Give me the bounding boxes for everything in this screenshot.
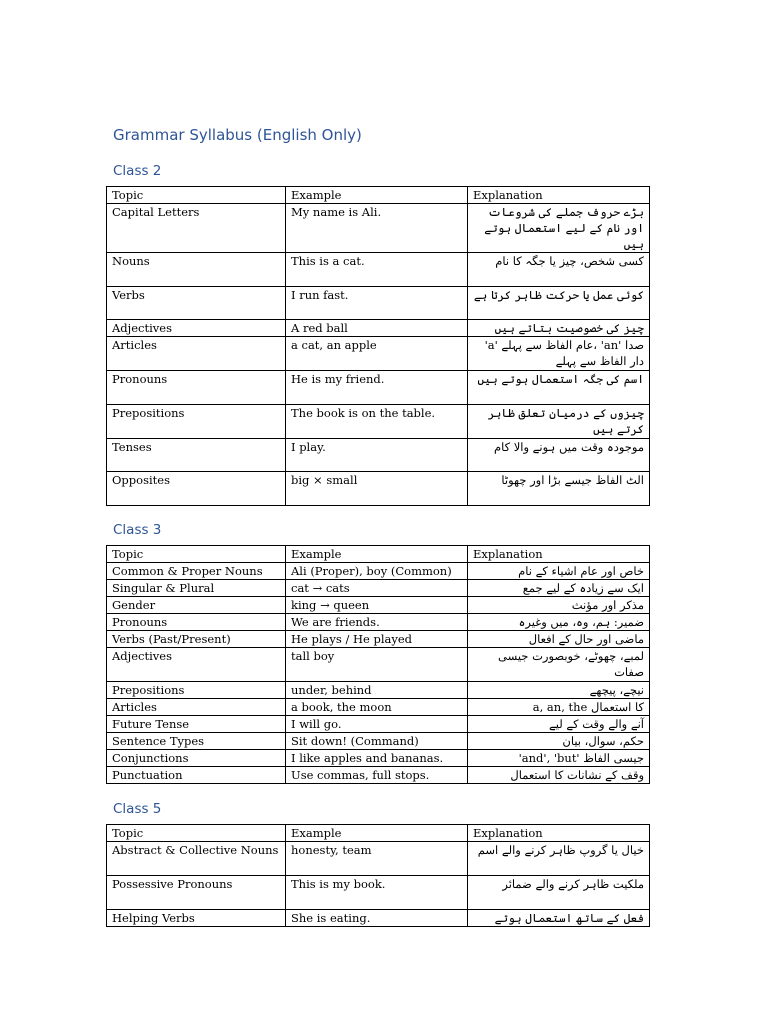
example-cell: A red ball xyxy=(286,320,468,337)
example-cell: We are friends. xyxy=(286,614,468,631)
topic-cell: Prepositions xyxy=(107,682,286,699)
explanation-cell: کسی شخص، چیز یا جگہ کا نام xyxy=(468,253,650,287)
topic-cell: Common & Proper Nouns xyxy=(107,563,286,580)
topic-cell: Nouns xyxy=(107,253,286,287)
topic-cell: Capital Letters xyxy=(107,204,286,253)
topic-cell: Pronouns xyxy=(107,371,286,405)
example-cell: king → queen xyxy=(286,597,468,614)
table-row xyxy=(107,580,650,597)
explanation-cell: بڑے حروف جملے کی شروعات اور نام کے لیے استعمال ہوتے ہیں xyxy=(468,204,650,253)
table-header-row xyxy=(107,825,650,842)
table-row xyxy=(107,320,650,337)
header-topic: Topic xyxy=(107,825,286,842)
table-row xyxy=(107,371,650,405)
table-row xyxy=(107,439,650,472)
header-explanation: Explanation xyxy=(468,825,650,842)
table-row xyxy=(107,253,650,287)
explanation-cell: خاص اور عام اشیاء کے نام xyxy=(468,563,650,580)
header-topic: Topic xyxy=(107,546,286,563)
explanation-cell: مذکر اور مؤنث xyxy=(468,597,650,614)
header-topic: Topic xyxy=(107,187,286,204)
example-cell: My name is Ali. xyxy=(286,204,468,253)
topic-cell: Punctuation xyxy=(107,767,286,784)
topic-cell: Helping Verbs xyxy=(107,910,286,927)
explanation-cell: کوئی عمل یا حرکت ظاہر کرتا ہے xyxy=(468,287,650,320)
table-row xyxy=(107,204,650,253)
explanation-cell: ایک سے زیادہ کے لیے جمع xyxy=(468,580,650,597)
class-3-table xyxy=(106,545,650,784)
example-cell: This is a cat. xyxy=(286,253,468,287)
table-row xyxy=(107,699,650,716)
example-cell: a cat, an apple xyxy=(286,337,468,371)
table-row xyxy=(107,842,650,876)
topic-cell: Gender xyxy=(107,597,286,614)
example-cell: Ali (Proper), boy (Common) xyxy=(286,563,468,580)
explanation-cell: 'and', 'but' جیسی الفاظ xyxy=(468,750,650,767)
explanation-cell: فعل کے ساتھ استعمال ہوتے xyxy=(468,910,650,927)
explanation-cell: وقف کے نشانات کا استعمال xyxy=(468,767,650,784)
explanation-cell: ضمیر: ہم، وہ، میں وغیرہ xyxy=(468,614,650,631)
table-header-row xyxy=(107,546,650,563)
table-row xyxy=(107,597,650,614)
table-row xyxy=(107,682,650,699)
header-explanation: Explanation xyxy=(468,187,650,204)
explanation-cell: چیز کی خصوصیت بتاتے ہیں xyxy=(468,320,650,337)
explanation-cell: خیال یا گروپ ظاہر کرنے والے اسم xyxy=(468,842,650,876)
topic-cell: Singular & Plural xyxy=(107,580,286,597)
topic-cell: Adjectives xyxy=(107,648,286,682)
explanation-cell: الٹ الفاظ جیسے بڑا اور چھوٹا xyxy=(468,472,650,506)
example-cell: This is my book. xyxy=(286,876,468,910)
table-row xyxy=(107,648,650,682)
topic-cell: Possessive Pronouns xyxy=(107,876,286,910)
explanation-cell: موجودہ وقت میں ہونے والا کام xyxy=(468,439,650,472)
table-row xyxy=(107,750,650,767)
example-cell: cat → cats xyxy=(286,580,468,597)
class-3-heading: Class 3 xyxy=(113,522,162,538)
example-cell: I will go. xyxy=(286,716,468,733)
topic-cell: Conjunctions xyxy=(107,750,286,767)
example-cell: Sit down! (Command) xyxy=(286,733,468,750)
table-row xyxy=(107,733,650,750)
table-row xyxy=(107,767,650,784)
example-cell: She is eating. xyxy=(286,910,468,927)
explanation-cell: ماضی اور حال کے افعال xyxy=(468,631,650,648)
table-row xyxy=(107,287,650,320)
class-2-heading: Class 2 xyxy=(113,163,162,179)
topic-cell: Opposites xyxy=(107,472,286,506)
table-row xyxy=(107,910,650,927)
class-5-table xyxy=(106,824,650,927)
topic-cell: Articles xyxy=(107,337,286,371)
header-example: Example xyxy=(286,546,468,563)
topic-cell: Verbs (Past/Present) xyxy=(107,631,286,648)
explanation-cell: اسم کی جگہ استعمال ہوتے ہیں xyxy=(468,371,650,405)
header-example: Example xyxy=(286,187,468,204)
example-cell: Use commas, full stops. xyxy=(286,767,468,784)
explanation-cell: آنے والے وقت کے لیے xyxy=(468,716,650,733)
topic-cell: Abstract & Collective Nouns xyxy=(107,842,286,876)
topic-cell: Articles xyxy=(107,699,286,716)
topic-cell: Tenses xyxy=(107,439,286,472)
example-cell: tall boy xyxy=(286,648,468,682)
topic-cell: Future Tense xyxy=(107,716,286,733)
table-row xyxy=(107,631,650,648)
header-example: Example xyxy=(286,825,468,842)
example-cell: honesty, team xyxy=(286,842,468,876)
table-row xyxy=(107,337,650,371)
example-cell: big × small xyxy=(286,472,468,506)
topic-cell: Adjectives xyxy=(107,320,286,337)
example-cell: He plays / He played xyxy=(286,631,468,648)
class-5-heading: Class 5 xyxy=(113,801,162,817)
page-title: Grammar Syllabus (English Only) xyxy=(113,126,362,144)
explanation-cell: نیچے، پیچھے xyxy=(468,682,650,699)
explanation-cell: لمبے، چھوٹے، خوبصورت جیسی صفات xyxy=(468,648,650,682)
explanation-cell: a, an, the کا استعمال xyxy=(468,699,650,716)
explanation-cell: حکم، سوال، بیان xyxy=(468,733,650,750)
example-cell: He is my friend. xyxy=(286,371,468,405)
table-row xyxy=(107,472,650,506)
class-2-table xyxy=(106,186,650,506)
explanation-cell: چیزوں کے درمیان تعلق ظاہر کرتے ہیں xyxy=(468,405,650,439)
topic-cell: Prepositions xyxy=(107,405,286,439)
topic-cell: Verbs xyxy=(107,287,286,320)
table-row xyxy=(107,614,650,631)
example-cell: under, behind xyxy=(286,682,468,699)
table-row xyxy=(107,716,650,733)
topic-cell: Sentence Types xyxy=(107,733,286,750)
table-header-row xyxy=(107,187,650,204)
explanation-cell: 'a' عام الفاظ سے پہلے، 'an' صدا دار الفاظ سے پہلے xyxy=(468,337,650,371)
example-cell: a book, the moon xyxy=(286,699,468,716)
explanation-cell: ملکیت ظاہر کرنے والے ضمائر xyxy=(468,876,650,910)
table-row xyxy=(107,563,650,580)
header-explanation: Explanation xyxy=(468,546,650,563)
example-cell: The book is on the table. xyxy=(286,405,468,439)
table-row xyxy=(107,876,650,910)
topic-cell: Pronouns xyxy=(107,614,286,631)
example-cell: I run fast. xyxy=(286,287,468,320)
example-cell: I like apples and bananas. xyxy=(286,750,468,767)
example-cell: I play. xyxy=(286,439,468,472)
table-row xyxy=(107,405,650,439)
